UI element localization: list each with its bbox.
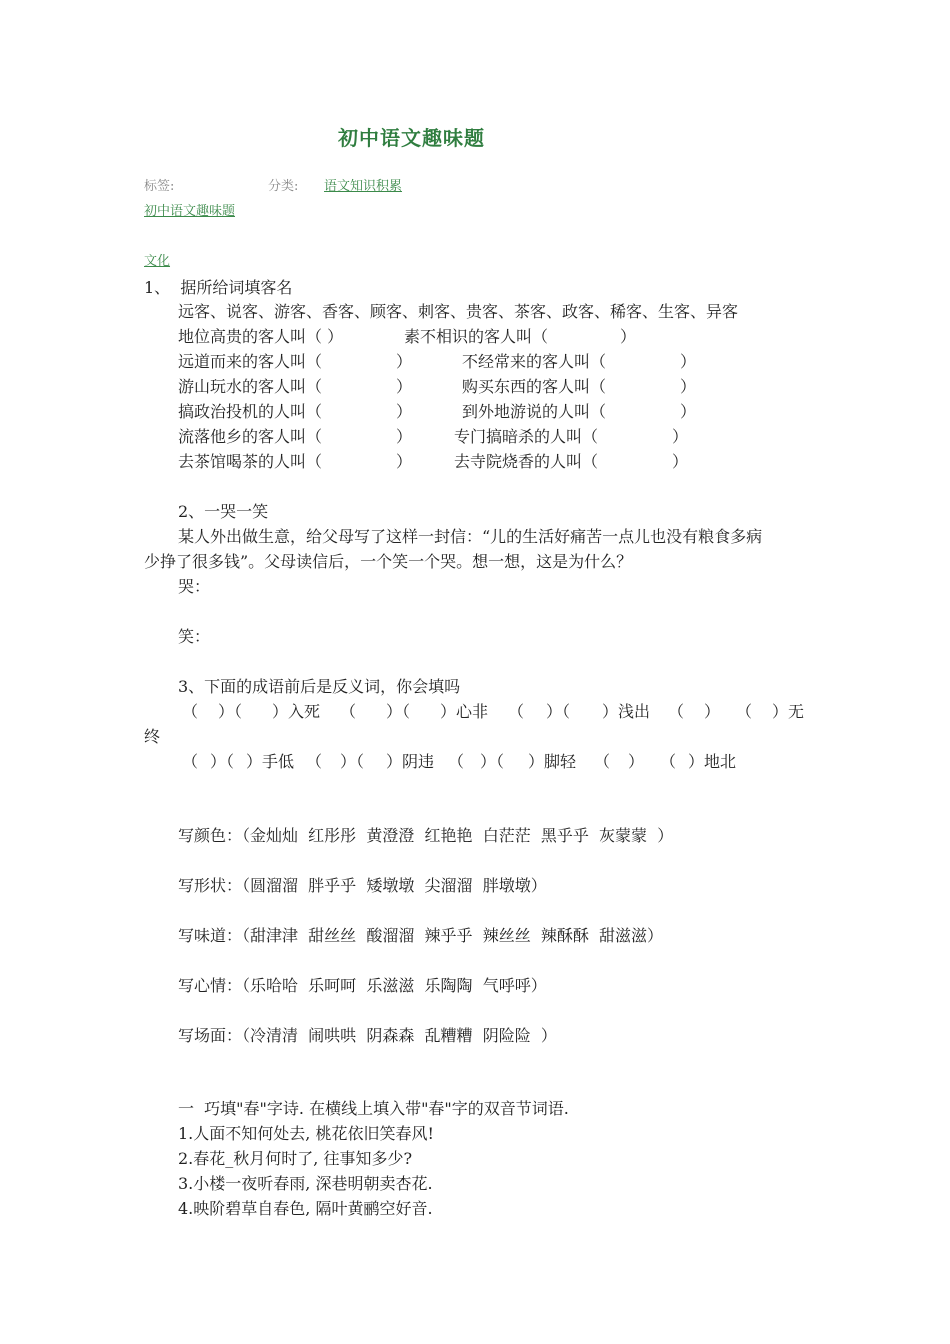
q1-row-5-left-close: ） [396, 427, 413, 446]
page-title: 初中语文趣味题 [338, 126, 485, 150]
q1-row-1-right: 素不相识的客人叫（ [404, 327, 549, 346]
q3-row2-part-9: ）脚轻 [528, 752, 577, 771]
poem-heading: 一 巧填"春"字诗. 在横线上填入带"春"字的双音节词语. [178, 1099, 569, 1118]
q1-word-bank: 远客、说客、游客、香客、顾客、刺客、贵客、茶客、政客、稀客、生客、异客 [178, 302, 739, 321]
q3-row1-part-3: ）入死 [272, 702, 321, 721]
description-scene: 写场面：（冷清清 闹哄哄 阴森森 乱糟糟 阴险险 ） [178, 1026, 557, 1045]
q1-row-3-left-close: ） [396, 377, 413, 396]
q3-row2-part-11: ） [628, 752, 645, 771]
poem-line-1: 1.人面不知何处去, 桃花依旧笑春风! [178, 1124, 434, 1143]
poem-line-4: 4.映阶碧草自春色, 隔叶黄鹂空好音. [178, 1199, 433, 1218]
q3-row1-part-1: （ [182, 702, 199, 721]
q3-row2-part-1: （ [182, 752, 199, 771]
description-color: 写颜色：（金灿灿 红彤彤 黄澄澄 红艳艳 白茫茫 黑乎乎 灰蒙蒙 ） [178, 826, 674, 845]
q1-row-4-left-close: ） [396, 402, 413, 421]
description-shape: 写形状：（圆溜溜 胖乎乎 矮墩墩 尖溜溜 胖墩墩） [178, 876, 547, 895]
q3-row1-part-2: ）（ [218, 702, 243, 721]
category-label: 分类: [268, 179, 299, 194]
q3-row2-part-6: ）阴违 [386, 752, 435, 771]
q2-heading: 2、一哭一笑 [178, 502, 269, 521]
q1-row-2-right: 不经常来的客人叫（ [462, 352, 607, 371]
q2-paragraph-line-2: 少挣了很多钱”。父母读信后，一个笑一个哭。想一想，这是为什么？ [144, 552, 633, 571]
q1-row-1-left: 地位高贵的客人叫（ ） [178, 327, 344, 346]
q3-row1-part-4: （ [340, 702, 357, 721]
q3-row2-part-2: ）（ [210, 752, 235, 771]
q2-paragraph-line-1: 某人外出做生意，给父母写了这样一封信：“儿的生活好痛苦一点儿也没有粮食多病 [178, 527, 763, 546]
q3-row1-part-6: ）心非 [440, 702, 489, 721]
q1-row-6-right: 去寺院烧香的人叫（ [454, 452, 599, 471]
q1-row-6-left: 去茶馆喝茶的人叫（ [178, 452, 323, 471]
q3-row2-part-7: （ [448, 752, 465, 771]
q3-row2-part-3: ）手低 [246, 752, 295, 771]
q1-heading: 1、 据所给词填客名 [144, 278, 293, 297]
q1-row-5-right: 专门搞暗杀的人叫（ [454, 427, 599, 446]
description-mood: 写心情：（乐哈哈 乐呵呵 乐滋滋 乐陶陶 气呼呼） [178, 976, 547, 995]
q3-row1-part-8: ）（ [546, 702, 571, 721]
q3-row2-part-12: （ [660, 752, 677, 771]
q3-row1-part-5: ）（ [386, 702, 411, 721]
q3-row2-part-8: ）（ [480, 752, 505, 771]
q3-row1-part-10: （ [668, 702, 685, 721]
q1-row-3-right-close: ） [680, 377, 697, 396]
q3-row2-part-5: ）（ [340, 752, 365, 771]
q3-row2-part-10: （ [594, 752, 611, 771]
q3-heading: 3、下面的成语前后是反义词，你会填吗 [178, 677, 461, 696]
q1-row-2-left: 远道而来的客人叫（ [178, 352, 323, 371]
q3-row1-wrap: 终 [144, 727, 161, 746]
q2-cry-label: 哭： [178, 577, 211, 596]
q1-row-5-right-close: ） [672, 427, 689, 446]
q3-row1-part-11: ） [704, 702, 721, 721]
poem-line-3: 3.小楼一夜听春雨, 深巷明朝卖杏花. [178, 1174, 433, 1193]
article-link[interactable]: 初中语文趣味题 [144, 204, 236, 219]
q1-row-4-left: 搞政治投机的人叫（ [178, 402, 323, 421]
q1-row-6-right-close: ） [672, 452, 689, 471]
q3-row1-part-13: ）无 [772, 702, 805, 721]
q1-row-4-right: 到外地游说的人叫（ [462, 402, 607, 421]
culture-link[interactable]: 文化 [144, 254, 171, 269]
q3-row1-part-9: ）浅出 [602, 702, 651, 721]
q1-row-3-right: 购买东西的客人叫（ [462, 377, 607, 396]
q1-row-4-right-close: ） [680, 402, 697, 421]
q2-laugh-label: 笑： [178, 627, 211, 646]
tags-label: 标签: [144, 179, 175, 194]
q3-row2-part-13: ）地北 [688, 752, 737, 771]
category-link[interactable]: 语文知识积累 [324, 179, 403, 194]
q1-row-3-left: 游山玩水的客人叫（ [178, 377, 323, 396]
q3-row2-part-4: （ [306, 752, 323, 771]
poem-line-2: 2.春花_秋月何时了, 往事知多少? [178, 1149, 413, 1168]
q1-row-2-right-close: ） [680, 352, 697, 371]
q3-row1-part-12: （ [736, 702, 753, 721]
q1-row-2-left-close: ） [396, 352, 413, 371]
q1-row-5-left: 流落他乡的客人叫（ [178, 427, 323, 446]
description-taste: 写味道：（甜津津 甜丝丝 酸溜溜 辣乎乎 辣丝丝 辣酥酥 甜滋滋） [178, 926, 664, 945]
q3-row1-part-7: （ [508, 702, 525, 721]
q1-row-6-left-close: ） [396, 452, 413, 471]
q1-row-1-right-close: ） [620, 327, 637, 346]
